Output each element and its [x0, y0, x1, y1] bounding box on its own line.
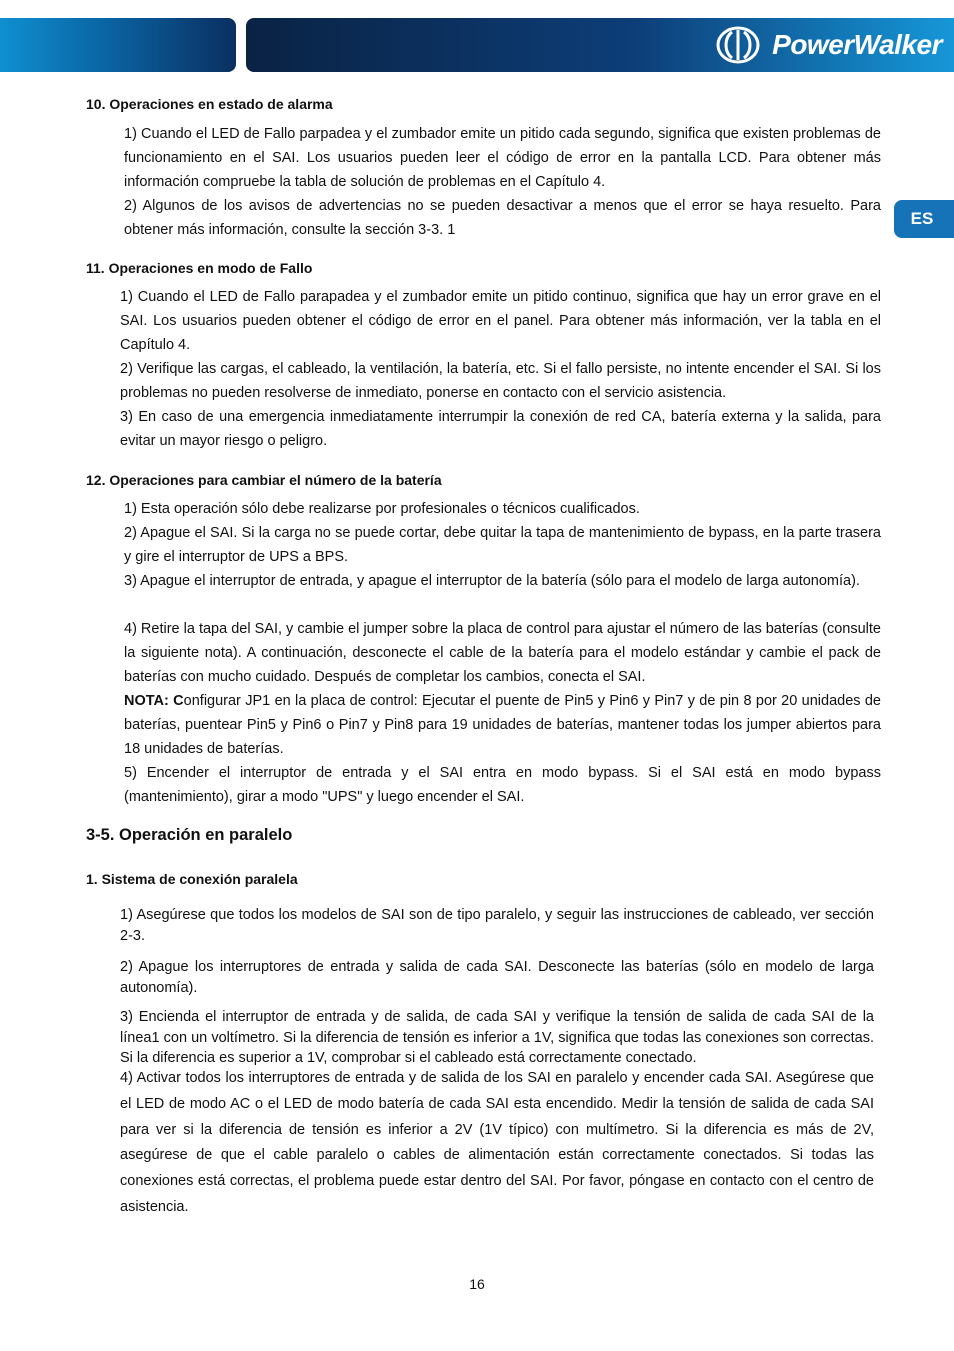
section-12-note [124, 689, 881, 761]
section-11-item-1: 1) Cuando el LED de Fallo parapadea y el zumbador emite un pitido continuo, significa que hay un error grave en el SAI. Los usuarios pueden obtener el código de error en el panel. Para obtener más información, ver la tabla en el Capítulo 4. [120, 289, 881, 353]
section-10-title: 10. Operaciones en estado de alarma [86, 96, 333, 112]
section-3-5-item-3: 3) Encienda el interruptor de entrada y de salida, de cada SAI y verifique la tensión de salida de cada SAI de la línea1 con un voltímetro. Si la diferencia de tensión es inferior a 1V, significa que todas las conexiones son correctas. Si la diferencia es superior a 1V, comprobar si el cableado está correctamente conectado. [120, 1009, 874, 1066]
note-label: NOTA: C [124, 693, 184, 709]
section-12-item-4: 4) Retire la tapa del SAI, y cambie el jumper sobre la placa de control para ajustar el número de las baterías (consulte la siguiente nota). A continuación, desconecte el cable de la batería para el modelo estándar y cambie el pack de baterías con mucho cuidado. Después de completar los cambios, conecta el SAI. [124, 621, 881, 685]
note-text: onfigurar JP1 en la placa de control: Ejecutar el puente de Pin5 y Pin6 y Pin7 y de pin 8 por 20 unidades de baterías, puentear Pin5 y Pin6 o Pin7 y Pin8 para 19 unidades de baterías, mantener todas los jumper abiertos para 18 unidades de baterías. [124, 693, 881, 757]
section-3-5-item-2: 2) Apague los interruptores de entrada y salida de cada SAI. Desconecte las baterías (sólo en modelo de larga autonomía). [120, 959, 874, 996]
section-10-item-2: 2) Algunos de los avisos de advertencias no se pueden desactivar a menos que el error se haya resuelto. Para obtener más información, consulte la sección 3-3. 1 [124, 198, 881, 238]
section-3-5-item-1: 1) Asegúrese que todos los modelos de SAI son de tipo paralelo, y seguir las instrucciones de cableado, ver sección 2-3. [120, 907, 874, 944]
section-11-title: 11. Operaciones en modo de Fallo [86, 260, 313, 276]
brand-name: PowerWalker [772, 29, 942, 60]
section-12-item-3: 3) Apague el interruptor de entrada, y apague el interruptor de la batería (sólo para el modelo de larga autonomía). [124, 573, 860, 589]
header-divider [238, 18, 244, 74]
section-12-item-1: 1) Esta operación sólo debe realizarse por profesionales o técnicos cualificados. [124, 501, 640, 517]
section-3-5-subtitle: 1. Sistema de conexión paralela [86, 871, 298, 887]
powerwalker-logo-icon [714, 24, 766, 66]
page-number: 16 [469, 1276, 485, 1292]
section-12-title: 12. Operaciones para cambiar el número de la batería [86, 472, 442, 488]
section-12-item-2: 2) Apague el SAI. Si la carga no se puede cortar, debe quitar la tapa de mantenimiento de bypass, en la parte trasera y gire el interruptor de UPS a BPS. [124, 525, 881, 565]
section-12-item-5: 5) Encender el interruptor de entrada y el SAI entra en modo bypass. Si el SAI está en modo bypass (mantenimiento), girar a modo "UPS" y luego encender el SAI. [124, 765, 881, 805]
header-left-band [0, 18, 236, 72]
section-3-5-item-4: 4) Activar todos los interruptores de entrada y de salida de los SAI en paralelo y encender cada SAI. Asegúrese que el LED de modo AC o el LED de modo batería de cada SAI esta encendido. Medir la tensión de salida de cada SAI para ver si la diferencia de tensión es inferior a 2V (1V típico) con multímetro. Si la diferencia es más de 2V, asegúrese de que el cable paralelo o cables de alimentación están correctamente conectados. Si todas las conexiones está correctas, el problema puede estar dentro del SAI. Por favor, póngase en contacto con el centro de asistencia. [120, 1070, 874, 1215]
section-10-item-1: 1) Cuando el LED de Fallo parpadea y el zumbador emite un pitido cada segundo, significa que existen problemas de funcionamiento en el SAI. Los usuarios pueden leer el código de error en la pantalla LCD. Para obtener más información compruebe la tabla de solución de problemas en el Capítulo 4. [124, 126, 881, 190]
header-banner [0, 18, 954, 74]
section-3-5-title: 3-5. Operación en paralelo [86, 826, 293, 844]
brand-logo [714, 24, 942, 66]
language-tab[interactable]: ES [894, 200, 954, 238]
section-11-item-3: 3) En caso de una emergencia inmediatamente interrumpir la conexión de red CA, batería externa y la salida, para evitar un mayor riesgo o peligro. [120, 409, 881, 449]
section-11-item-2: 2) Verifique las cargas, el cableado, la ventilación, la batería, etc. Si el fallo persiste, no intente encender el SAI. Si los problemas no pueden resolverse de inmediato, ponerse en contacto con el servicio asistencia. [120, 361, 881, 401]
